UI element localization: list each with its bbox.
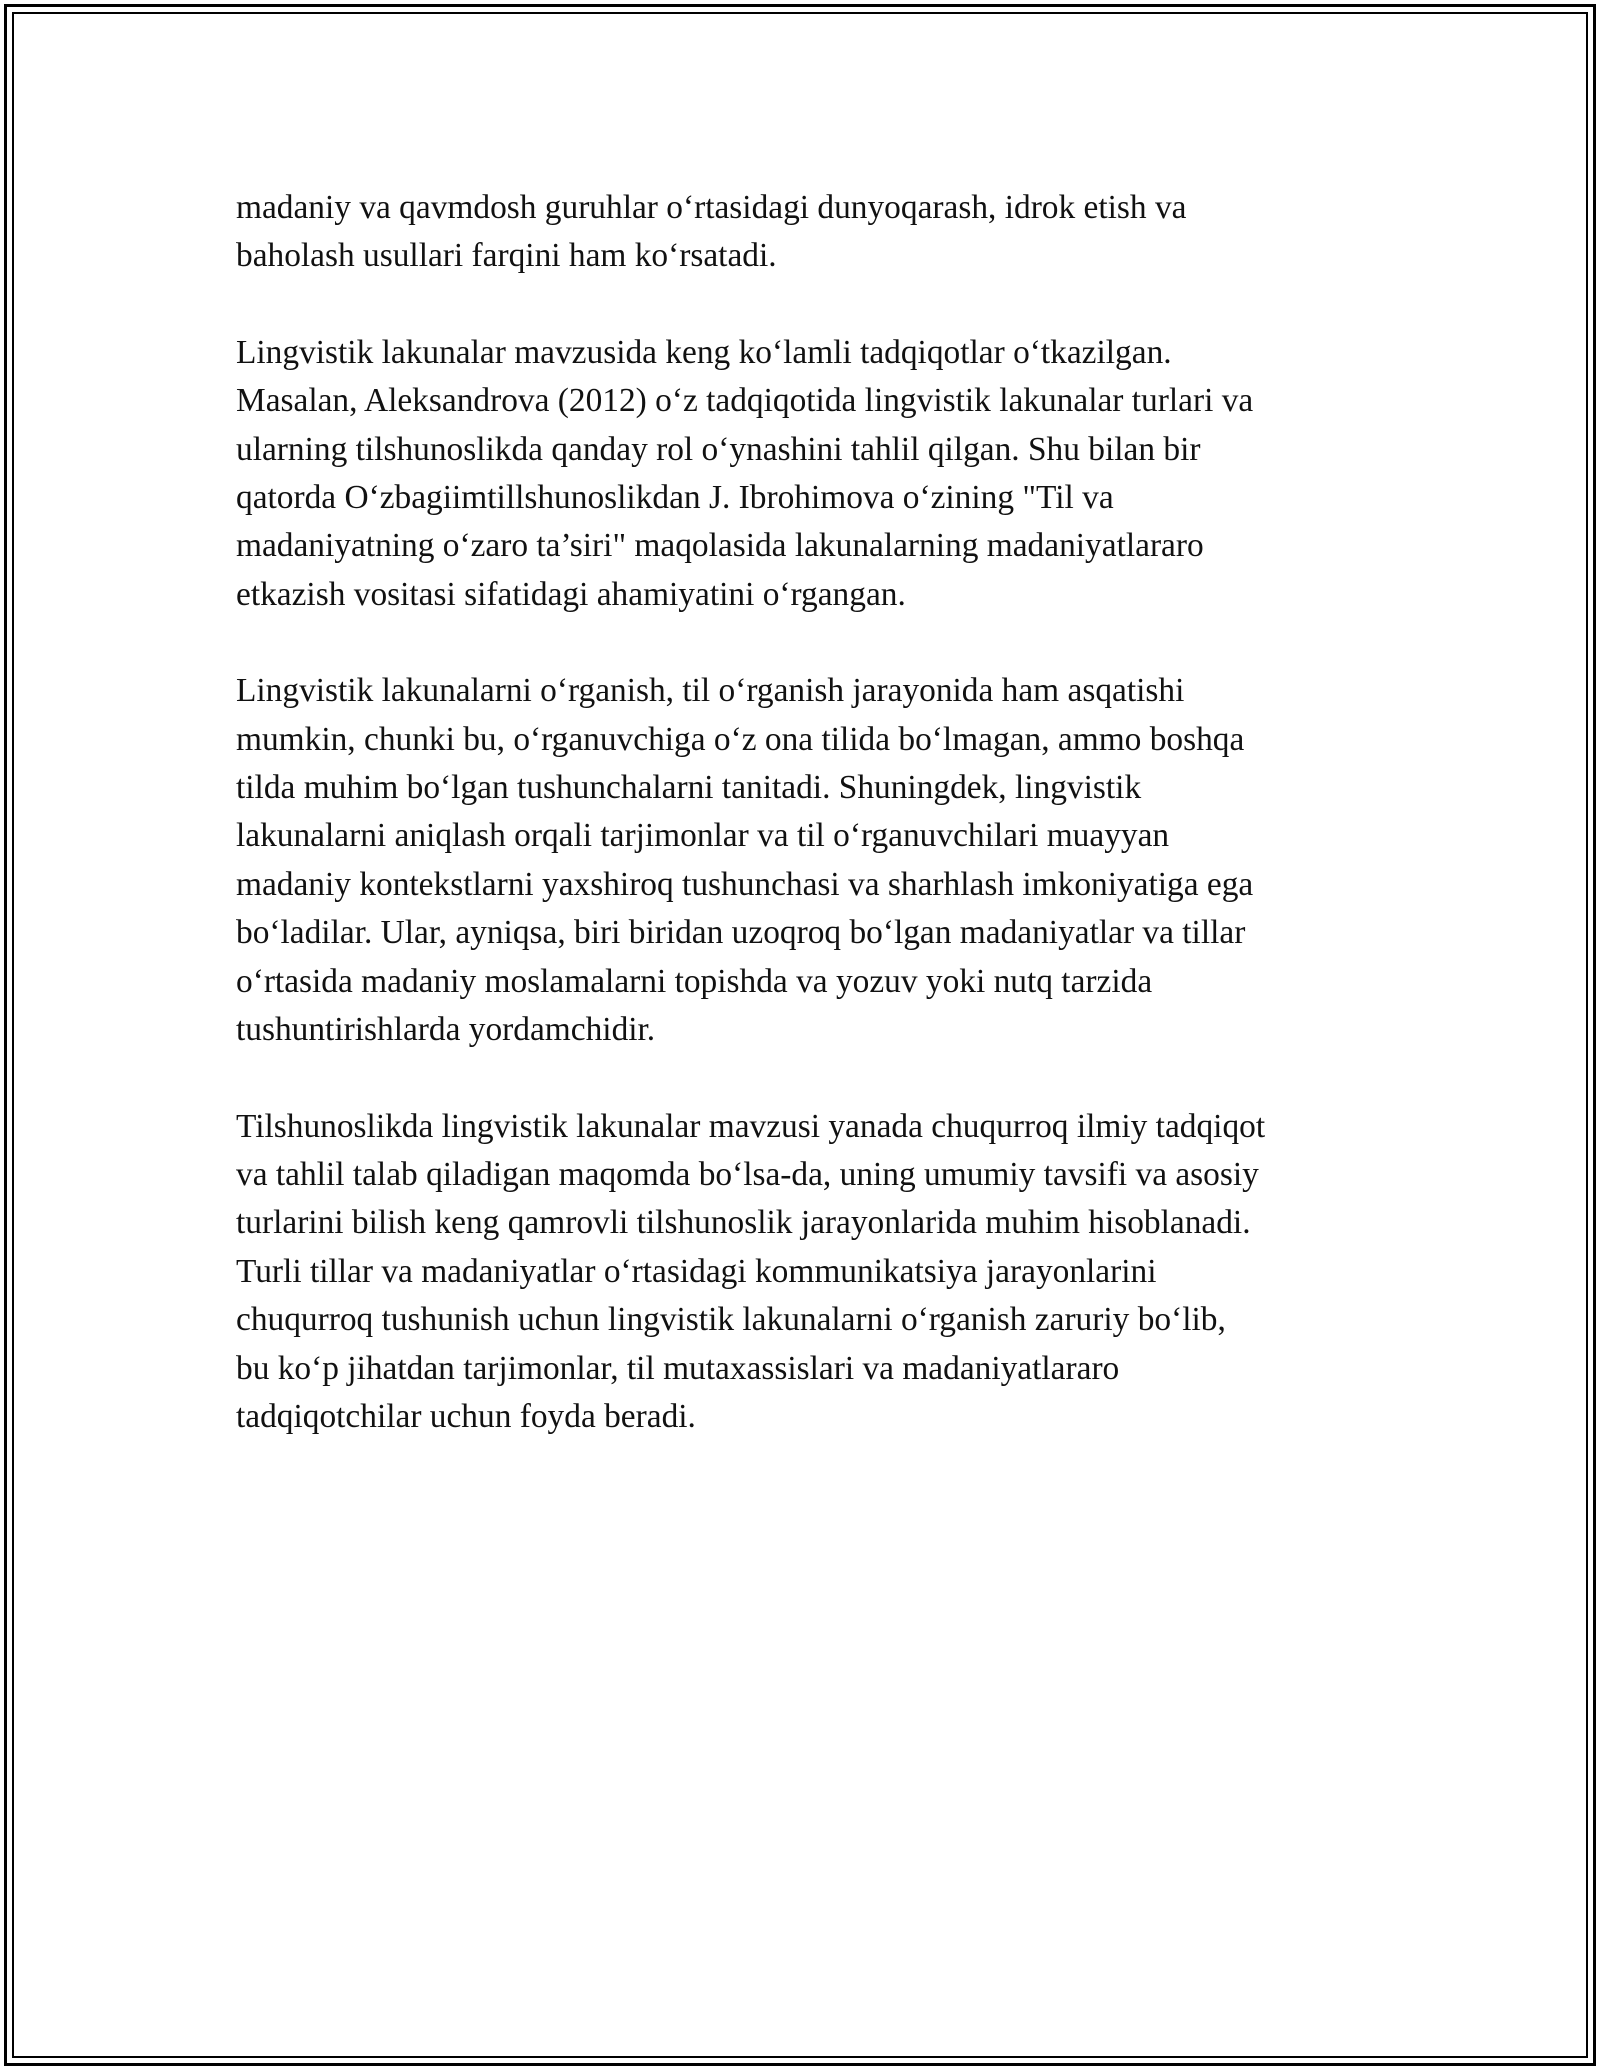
text-line: Lingvistik lakunalarni o‘rganish, til o‘rganish jarayonida ham asqatishi [236,672,1185,710]
text-line: bo‘ladilar. Ular, ayniqsa, biri biridan uzoqroq bo‘lgan madaniyatlar va tillar [236,914,1246,952]
text-line: lakunalarni aniqlash orqali tarjimonlar va til o‘rganuvchilari muayyan [236,817,1170,855]
paragraph-3 [236,667,1406,1054]
text-line: o‘rtasida madaniy moslamalarni topishda va yozuv yoki nutq tarzida [236,962,1153,1000]
text-line: madaniy va qavmdosh guruhlar o‘rtasidagi dunyoqarash, idrok etish va [236,189,1187,226]
text-line: turlarini bilish keng qamrovli tilshunoslik jarayonlarida muhim hisoblanadi. [236,1204,1251,1242]
text-line: ularning tilshunoslikda qanday rol o‘ynashini tahlil qilgan. Shu bilan bir [236,430,1201,468]
text-line: tilda muhim bo‘lgan tushunchalarni tanitadi. Shuningdek, lingvistik [236,769,1142,807]
document-body [236,184,1406,1489]
text-line: Turli tillar va madaniyatlar o‘rtasidagi kommunikatsiya jarayonlarini [236,1252,1157,1290]
text-line: etkazish vositasi sifatidagi ahamiyatini o‘rgangan. [236,575,906,613]
text-line: qatorda O‘zbagiimtillshunoslikdan J. Ibrohimova o‘zining "Til va [236,479,1114,517]
text-line: va tahlil talab qiladigan maqomda bo‘lsa-da, uning umumiy tavsifi va asosiy [236,1155,1259,1193]
paragraph-1 [236,184,1406,281]
paragraph-2 [236,329,1406,619]
text-line: chuqurroq tushunish uchun lingvistik lakunalarni o‘rganish zaruriy bo‘lib, [236,1301,1226,1339]
text-line: madaniy kontekstlarni yaxshiroq tushunchasi va sharhlash imkoniyatiga ega [236,865,1254,903]
text-line: baholash usullari farqini ham ko‘rsatadi. [236,237,777,275]
text-line: Masalan, Aleksandrova (2012) o‘z tadqiqotida lingvistik lakunalar turlari va [236,382,1254,420]
text-line: Lingvistik lakunalar mavzusida keng ko‘lamli tadqiqotlar o‘tkazilgan. [236,333,1172,371]
text-line: Tilshunoslikda lingvistik lakunalar mavzusi yanada chuqurroq ilmiy tadqiqot [236,1107,1266,1145]
paragraph-4 [236,1103,1406,1442]
text-line: madaniyatning o‘zaro ta’siri" maqolasida lakunalarning madaniyatlararo [236,527,1204,565]
text-line: tushuntirishlarda yordamchidir. [236,1011,656,1049]
text-line: mumkin, chunki bu, o‘rganuvchiga o‘z ona tilida bo‘lmagan, ammo boshqa [236,720,1245,758]
text-line: tadqiqotchilar uchun foyda beradi. [236,1397,696,1435]
text-line: bu ko‘p jihatdan tarjimonlar, til mutaxassislari va madaniyatlararo [236,1349,1120,1387]
